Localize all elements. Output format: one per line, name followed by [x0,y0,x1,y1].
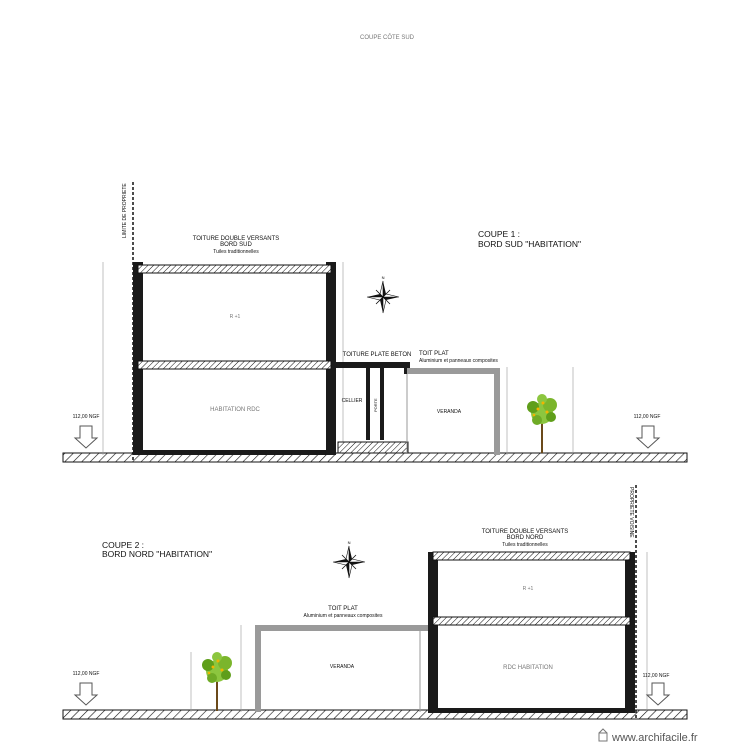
roof-label-2: TOITURE DOUBLE VERSANTS [481,529,569,535]
roof-sub-label-2: BORD NORD [506,535,544,541]
upper-floor-label-1: R +1 [229,314,241,320]
tree-icon [202,652,232,711]
page-title: COUPE CÔTE SUD [359,35,415,41]
cellar-door-frame-2 [380,368,384,440]
roof-sub-label-1: BORD SUD [220,242,252,248]
section-2-subtitle: BORD NORD "HABITATION" [102,549,213,559]
veranda-label-2: VERANDA [329,664,355,670]
flat-roof-material-label-1: Aluminium et panneaux composites [419,358,498,364]
level-arrow-icon [75,426,97,448]
floor-slab-2 [433,617,630,625]
flat-roof-material-label-2: Aluminium et panneaux composites [303,613,383,619]
cellar-roof-1 [336,362,410,368]
level-left-label-1: 112,00 NGF [72,414,100,420]
veranda-label-1: VERANDA [436,409,462,415]
base-slab-1 [133,450,336,455]
level-arrow-icon [637,426,659,448]
flat-roof-concrete-label-1: TOITURE PLATE BETON [342,352,412,358]
watermark [599,729,698,744]
house-wall-right-2 [625,552,635,712]
cellar-door-label-1: PORTE [373,398,378,412]
base-slab-2 [428,708,635,713]
roof-material-label-1: Tuiles traditionnelles [213,249,259,255]
cellar-floor-1 [338,442,408,453]
level-arrow-icon [647,683,669,705]
floor-slab-1 [138,361,331,369]
house-wall-left-2 [428,552,438,712]
tree-icon [527,394,557,453]
flat-roof-label-2: TOIT PLAT [328,606,358,612]
property-limit-label-2: PROPRIETE VOISINE [628,487,634,538]
cellar-door-frame-1 [366,368,370,440]
upper-floor-label-2: R +1 [522,586,534,592]
house-wall-right-1 [326,262,336,455]
section-1 [63,182,687,462]
ground-floor-label-2: RDC HABITATION [503,665,553,671]
compass-rose-icon [333,540,365,578]
veranda-frame-2 [258,628,428,712]
ground-floor-label-1: HABITATION RDC [210,407,260,413]
section-2 [63,485,687,719]
section-1-title: COUPE 1 : [478,229,521,239]
roof-slab-1 [138,265,331,273]
roof-material-label-2: Tuiles traditionnelles [502,542,548,548]
level-right-label-1: 112,00 NGF [633,414,661,420]
compass-rose-icon [367,275,399,313]
roof-label-1: TOITURE DOUBLE VERSANTS [192,236,280,242]
cellar-label-1: CELLIER [341,398,363,404]
flat-roof-label-1: TOIT PLAT [419,351,449,357]
house-wall-left-1 [133,262,143,455]
roof-slab-2 [433,552,630,560]
section-1-subtitle: BORD SUD "HABITATION" [478,239,582,249]
section-2-title: COUPE 2 : [102,540,145,550]
property-limit-label-1: LIMITE DE PROPRIETE [122,183,128,238]
level-right-label-2: 112,00 NGF [642,673,670,679]
watermark-text[interactable]: www.archifacile.fr [612,732,698,744]
level-arrow-icon [75,683,97,705]
level-left-label-2: 112,00 NGF [72,671,100,677]
archifacile-logo-icon [599,729,607,741]
